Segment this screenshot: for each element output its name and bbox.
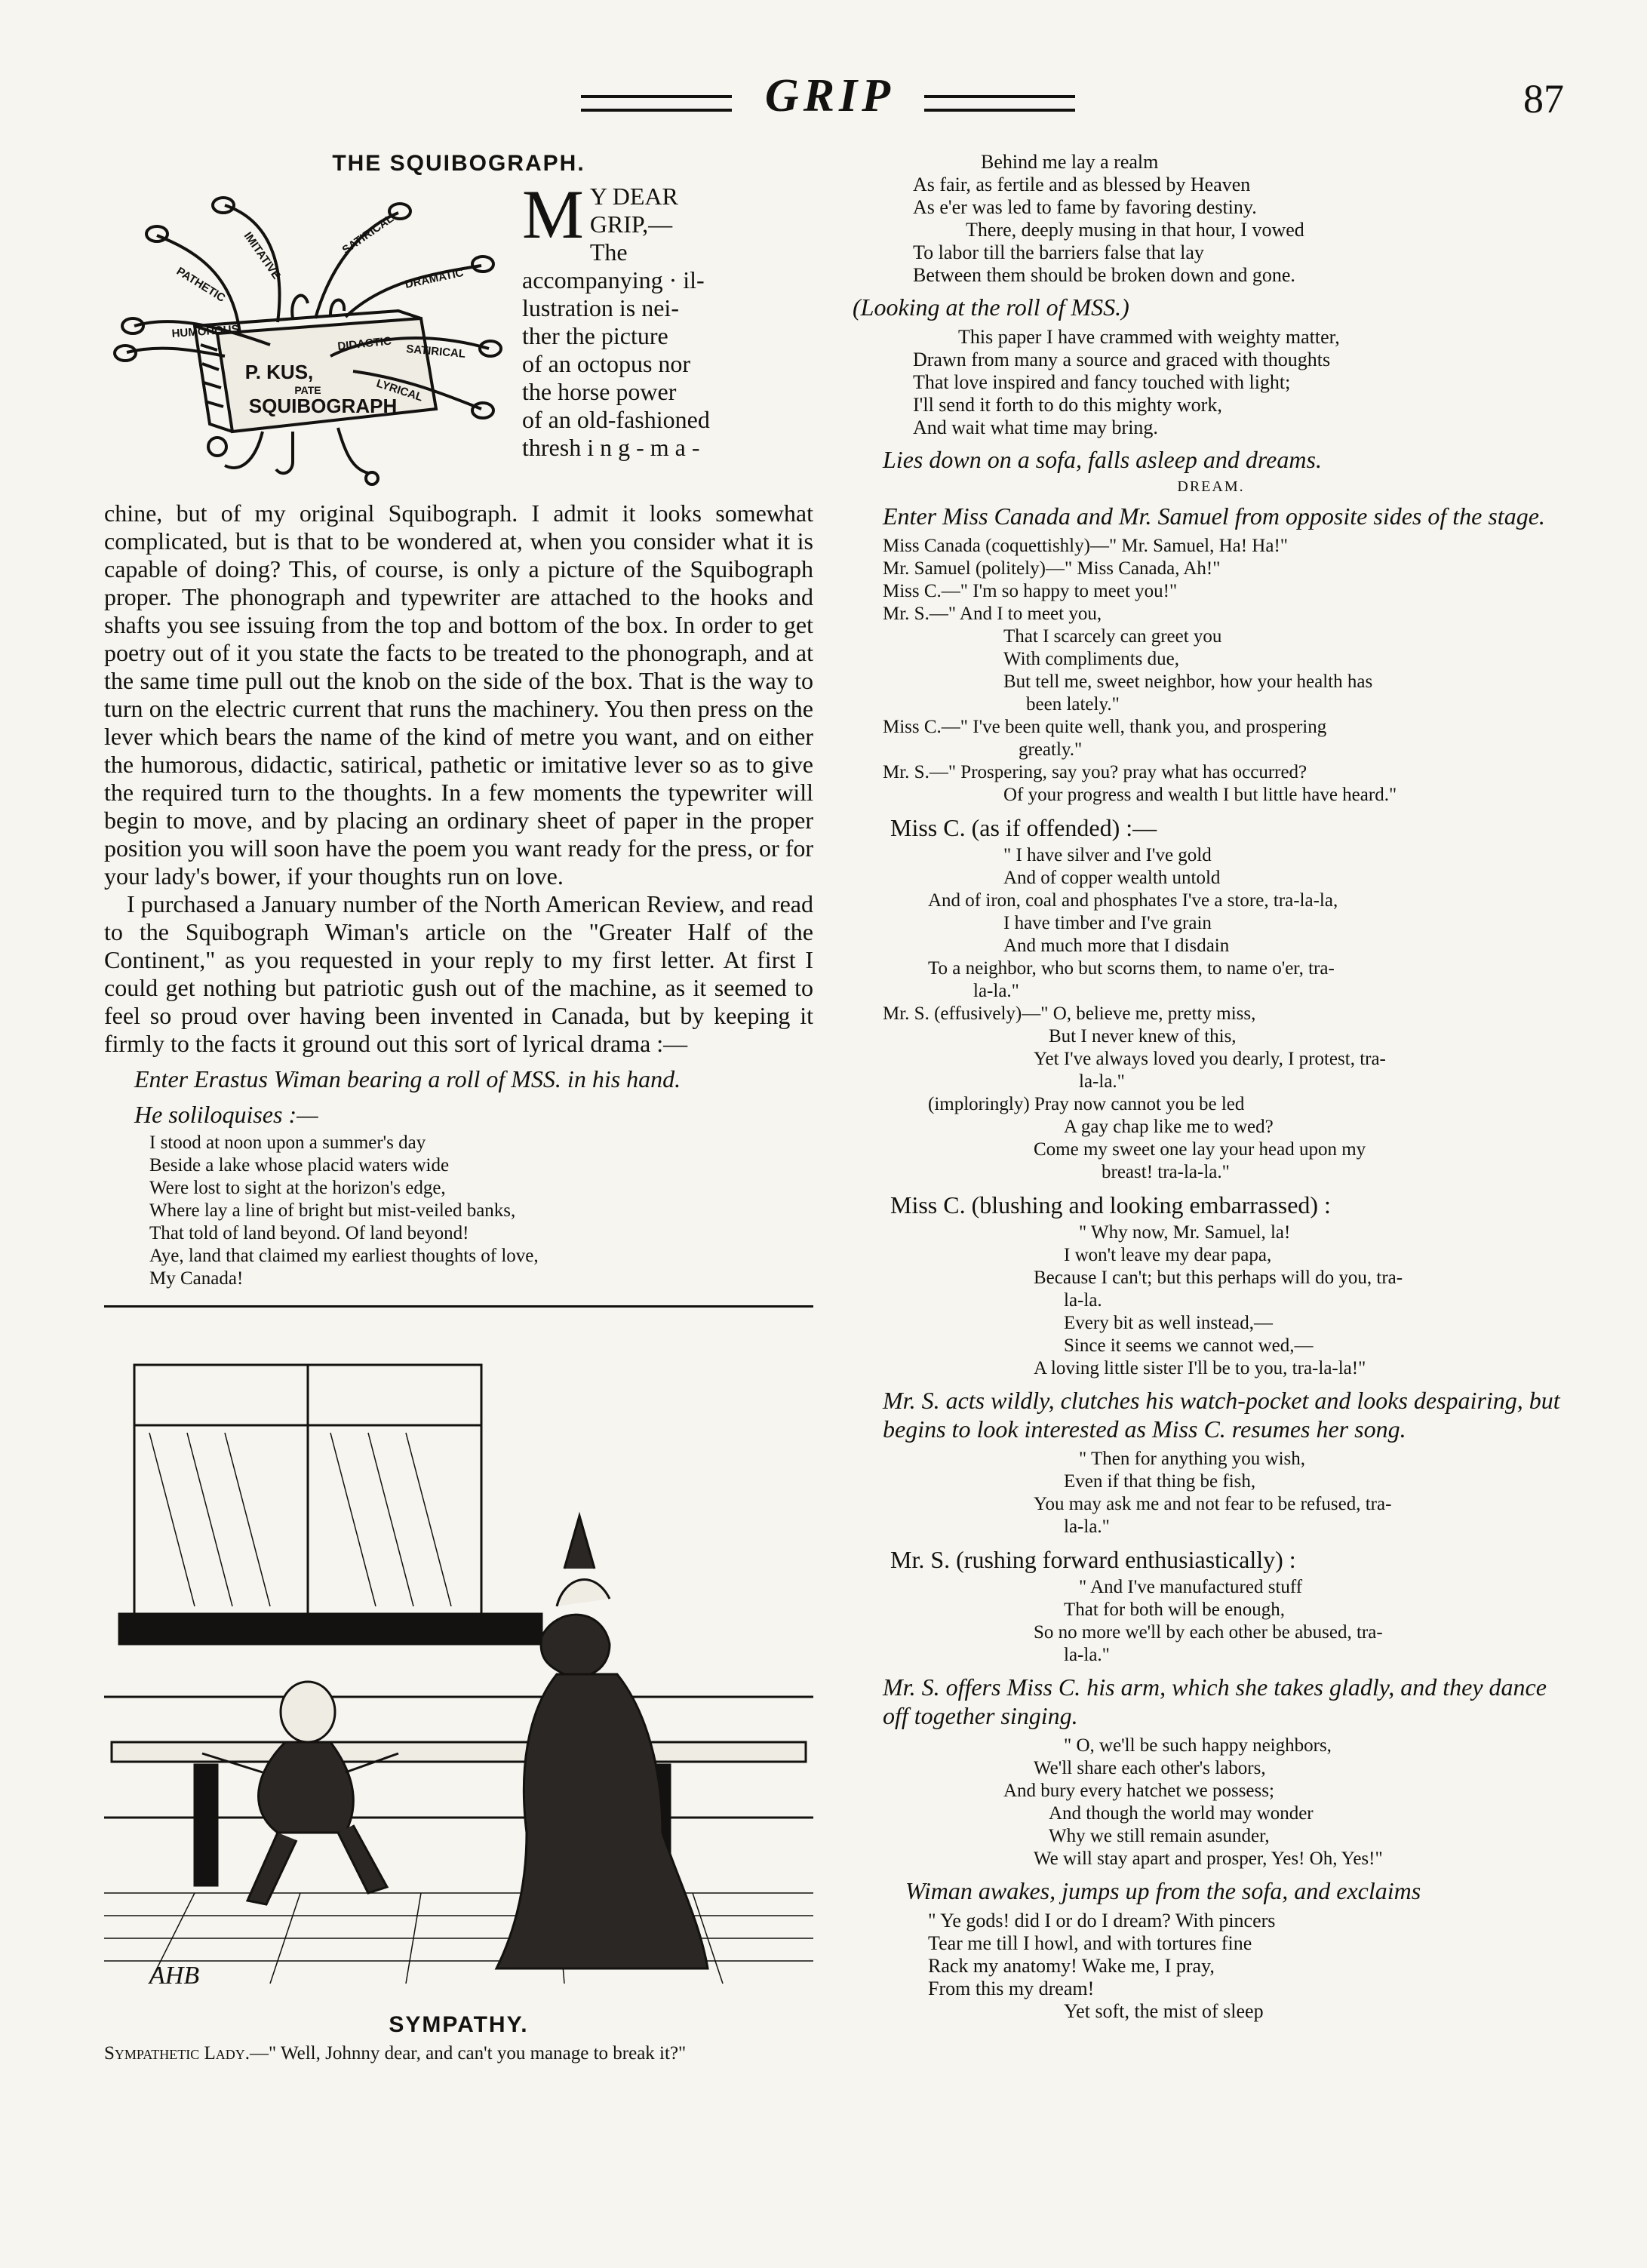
right-column	[853, 151, 1569, 2023]
song-line: You may ask me and not fear to be refused, tra-	[1034, 1494, 1392, 1514]
verse-line: I stood at noon upon a summer's day	[149, 1132, 426, 1153]
verse-line: As fair, as fertile and as blessed by Heaven	[913, 174, 1251, 195]
artist-signature: AHB	[149, 1962, 200, 1990]
caption-quote: —" Well, Johnny dear, and can't you manage to break it?"	[250, 2043, 687, 2064]
stage-direction-acts-wildly: Mr. S. acts wildly, clutches his watch-pocket and looks despairing, but begins to look interested as Miss C. resumes her song.	[883, 1387, 1560, 1443]
song-happy-neighbors	[853, 1735, 1569, 1870]
intro-line: accompanying · il-	[522, 266, 705, 293]
verse-line: Where lay a line of bright but mist-veiled banks,	[149, 1200, 516, 1221]
paragraph-1-rest: chine, but of my original Squibograph. I admit it looks somewhat complicated, but is that to be wondered at, when you consider what it is capable of doing? This, of course, is only a picture of the Squibograph proper. The phonograph and typewriter are attached to the hooks and shafts you see issuing from the top and bottom of the box. In order to get poetry out of it you state the facts to be treated to the phonograph, and at the same time pull out the knob on the side of the box. That is the way to turn on the electric current that runs the machinery. You then press on the lever which bears the name of the kind of metre you want, and on either the humorous, didactic, satirical, pathetic or imitative lever so as to give the required turn to the thoughts. In a few moments the typewriter will begin to move, and by placing an ordinary sheet of paper in the proper position you will soon have the poem you want ready for the press, or for your lady's bower, if your thoughts run on love.	[104, 499, 813, 890]
intro-line: of an old-fashioned	[522, 406, 710, 433]
box-label-2: PATE	[294, 384, 321, 396]
verse-line: As e'er was led to fame by favoring destiny.	[913, 196, 1257, 218]
song-line: la-la."	[1064, 1517, 1110, 1537]
song-line: Yet I've always loved you dearly, I protest, tra-	[1034, 1049, 1386, 1069]
intro-wrap	[104, 176, 813, 499]
song-line: And though the world may wonder	[1049, 1803, 1314, 1824]
masthead-rule-right	[924, 95, 1075, 112]
cartoon-caption-title: SYMPATHY.	[389, 2012, 529, 2037]
intro-line: lustration is nei-	[522, 294, 679, 321]
verse-line: Yet soft, the mist of sleep	[1064, 2000, 1264, 2022]
masthead	[0, 69, 1647, 130]
cartoon-caption	[104, 2042, 813, 2065]
article-title: THE SQUIBOGRAPH.	[332, 151, 585, 176]
song-line: Since it seems we cannot wed,—	[1064, 1335, 1314, 1356]
song-line: And of copper wealth untold	[1003, 868, 1221, 888]
dialog-greeting	[853, 535, 1569, 807]
song-line: " O, we'll be such happy neighbors,	[1064, 1735, 1332, 1756]
dialog-line: been lately."	[1026, 694, 1120, 715]
dialog-line: Mr. Samuel (politely)—" Miss Canada, Ah!"	[883, 558, 1221, 579]
song-line: And much more that I disdain	[1003, 936, 1230, 956]
stage-direction-lies-down: Lies down on a sofa, falls asleep and dreams.	[883, 446, 1322, 473]
song-line: We'll share each other's labors,	[1034, 1758, 1266, 1778]
dialog-line: Of your progress and wealth I but little have heard."	[1003, 785, 1397, 805]
verse-line: That told of land beyond. Of land beyond!	[149, 1223, 469, 1243]
song-line: To a neighbor, who but scorns them, to name o'er, tra-	[928, 958, 1335, 979]
arm-label-6: HUMOROUS	[171, 322, 240, 340]
song-line: breast! tra-la-la."	[1102, 1162, 1230, 1182]
verse-ye-gods	[853, 1910, 1569, 2023]
dropcap: M	[522, 176, 584, 253]
song-line: la-la."	[1064, 1645, 1110, 1665]
verse-line: Rack my anatomy! Wake me, I pray,	[928, 1955, 1215, 1977]
verse-line: I'll send it forth to do this mighty work,	[913, 394, 1222, 416]
intro-line: GRIP,—The	[589, 211, 673, 266]
song-line: la-la.	[1064, 1290, 1102, 1311]
song-anything	[853, 1448, 1569, 1538]
verse-line: Aye, land that claimed my earliest thoughts of love,	[149, 1246, 539, 1266]
stage-direction-soliloquises: He soliloquises :—	[134, 1101, 318, 1128]
song-line: And of iron, coal and phosphates I've a store, tra-la-la,	[928, 890, 1338, 911]
song-manufactured	[853, 1576, 1569, 1667]
verse-line: Behind me lay a realm	[981, 151, 1159, 173]
dialog-line: Mr. S.—" And I to meet you,	[883, 604, 1102, 624]
speaker-miss-c-blushing: Miss C. (blushing and looking embarrassed) :	[890, 1191, 1331, 1219]
stage-direction-awakes: Wiman awakes, jumps up from the sofa, and exclaims	[905, 1877, 1421, 1904]
box-label-3: SQUIBOGRAPH	[248, 395, 398, 417]
verse-line: Between them should be broken down and gone.	[913, 264, 1295, 286]
speaker-mr-s-rushing: Mr. S. (rushing forward enthusiastically) :	[890, 1546, 1296, 1573]
page-number: 87	[1523, 76, 1564, 121]
stage-direction-offers-arm: Mr. S. offers Miss C. his arm, which she takes gladly, and they dance off together singing.	[883, 1673, 1547, 1729]
intro-line: the horse power	[522, 378, 677, 405]
verse-line: Were lost to sight at the horizon's edge,	[149, 1178, 446, 1198]
sympathy-cartoon	[104, 1320, 813, 1999]
stage-direction-looking: (Looking at the roll of MSS.)	[853, 293, 1129, 321]
song-line: " Then for anything you wish,	[1079, 1449, 1305, 1469]
article-body	[104, 499, 813, 1058]
verse-paper	[853, 326, 1569, 439]
song-line: I won't leave my dear papa,	[1064, 1245, 1272, 1265]
intro-line: of an octopus nor	[522, 350, 691, 377]
stage-direction-enter-canada: Enter Miss Canada and Mr. Samuel from opposite sides of the stage.	[883, 502, 1545, 530]
intro-line: Y DEAR	[589, 183, 678, 210]
song-line: Every bit as well instead,—	[1064, 1313, 1274, 1333]
dialog-line: Mr. S.—" Prospering, say you? pray what has occurred?	[883, 762, 1307, 782]
stage-direction-enter-wiman: Enter Erastus Wiman bearing a roll of MSS. in his hand.	[134, 1065, 681, 1093]
song-line: But I never knew of this,	[1049, 1026, 1237, 1046]
verse-line: There, deeply musing in that hour, I vowed	[966, 219, 1304, 241]
dialog-line: With compliments due,	[1003, 649, 1179, 669]
dialog-line: Miss Canada (coquettishly)—" Mr. Samuel, Ha! Ha!"	[883, 536, 1288, 556]
arm-label-3: DRAMATIC	[404, 266, 465, 291]
song-line: And bury every hatchet we possess;	[1003, 1781, 1274, 1801]
arm-label-2: SATIRICAL	[340, 212, 396, 257]
verse-line: This paper I have crammed with weighty matter,	[958, 326, 1340, 348]
song-line: Even if that thing be fish,	[1064, 1471, 1256, 1492]
song-line: Mr. S. (effusively)—" O, believe me, pretty miss,	[883, 1003, 1256, 1024]
masthead-title: GRIP	[764, 70, 896, 121]
song-line: Come my sweet one lay your head upon my	[1034, 1139, 1366, 1160]
arm-label-1: IMITATIVE	[241, 229, 283, 282]
song-line: Why we still remain asunder,	[1049, 1826, 1270, 1846]
section-divider	[104, 1305, 813, 1308]
squibograph-illustration	[104, 183, 512, 499]
song-line: la-la."	[1079, 1071, 1125, 1092]
masthead-rule-left	[581, 95, 732, 112]
dialog-line: That I scarcely can greet you	[1003, 626, 1222, 647]
song-line: la-la."	[973, 981, 1019, 1001]
verse-line: Beside a lake whose placid waters wide	[149, 1155, 450, 1175]
song-line: I have timber and I've grain	[1003, 913, 1212, 933]
verse-line: From this my dream!	[928, 1978, 1095, 1999]
song-why-now	[853, 1222, 1569, 1380]
verse-line: My Canada!	[149, 1268, 244, 1289]
verse-line: Drawn from many a source and graced with thoughts	[913, 349, 1331, 370]
verse-line: That love inspired and fancy touched with light;	[913, 371, 1291, 393]
left-column	[104, 151, 813, 2065]
intro-line: ther the picture	[522, 322, 668, 349]
caption-speaker: Sympathetic Lady.	[104, 2043, 250, 2064]
song-line: Because I can't; but this perhaps will do you, tra-	[1034, 1268, 1403, 1288]
dream-label: DREAM.	[1177, 478, 1245, 495]
arm-label-7: LYRICAL	[374, 376, 425, 404]
song-line: That for both will be enough,	[1064, 1600, 1285, 1620]
arm-label-4: DIDACTIC	[336, 334, 392, 353]
intro-line: thresh i n g - m a -	[522, 434, 700, 461]
song-line: (imploringly) Pray now cannot you be led	[928, 1094, 1245, 1114]
song-line: So no more we'll by each other be abused, tra-	[1034, 1622, 1383, 1643]
speaker-miss-c-offended: Miss C. (as if offended) :—	[890, 814, 1157, 841]
box-label-1: P. KUS,	[244, 361, 314, 383]
song-line: " Why now, Mr. Samuel, la!	[1079, 1222, 1291, 1243]
song-line: A gay chap like me to wed?	[1064, 1117, 1274, 1137]
song-silver-gold	[853, 844, 1569, 1184]
verse-line: " Ye gods! did I or do I dream? With pincers	[928, 1910, 1276, 1931]
arm-label-0: PATHETIC	[174, 264, 228, 305]
song-line: " And I've manufactured stuff	[1079, 1577, 1303, 1597]
dialog-line: But tell me, sweet neighbor, how your health has	[1003, 671, 1373, 692]
verse-line: To labor till the barriers false that lay	[913, 241, 1204, 263]
song-line: A loving little sister I'll be to you, tra-la-la!"	[1034, 1358, 1366, 1378]
arm-label-5: SATIRICAL	[405, 343, 466, 361]
verse-soliloquy	[104, 1132, 813, 1290]
song-line: " I have silver and I've gold	[1003, 845, 1212, 865]
dialog-line: greatly."	[1019, 739, 1083, 760]
intro-narrow-text	[522, 176, 710, 499]
verse-line: And wait what time may bring.	[913, 416, 1158, 438]
song-line: We will stay apart and prosper, Yes! Oh, Yes!"	[1034, 1849, 1383, 1869]
verse-line: Tear me till I howl, and with tortures fine	[928, 1932, 1252, 1954]
dialog-line: Miss C.—" I've been quite well, thank you, and prospering	[883, 717, 1327, 737]
dialog-line: Miss C.—" I'm so happy to meet you!"	[883, 581, 1178, 601]
verse-realm	[853, 151, 1569, 287]
paragraph-2: I purchased a January number of the North American Review, and read to the Squibograph Wiman's article on the "Greater Half of the Continent," as you requested in your reply to my first letter. At first I could get nothing but patriotic gush out of the machine, as it seemed to feel so proud over having been invented in Canada, but by keeping it firmly to the facts it ground out this sort of lyrical drama :—	[104, 890, 813, 1057]
